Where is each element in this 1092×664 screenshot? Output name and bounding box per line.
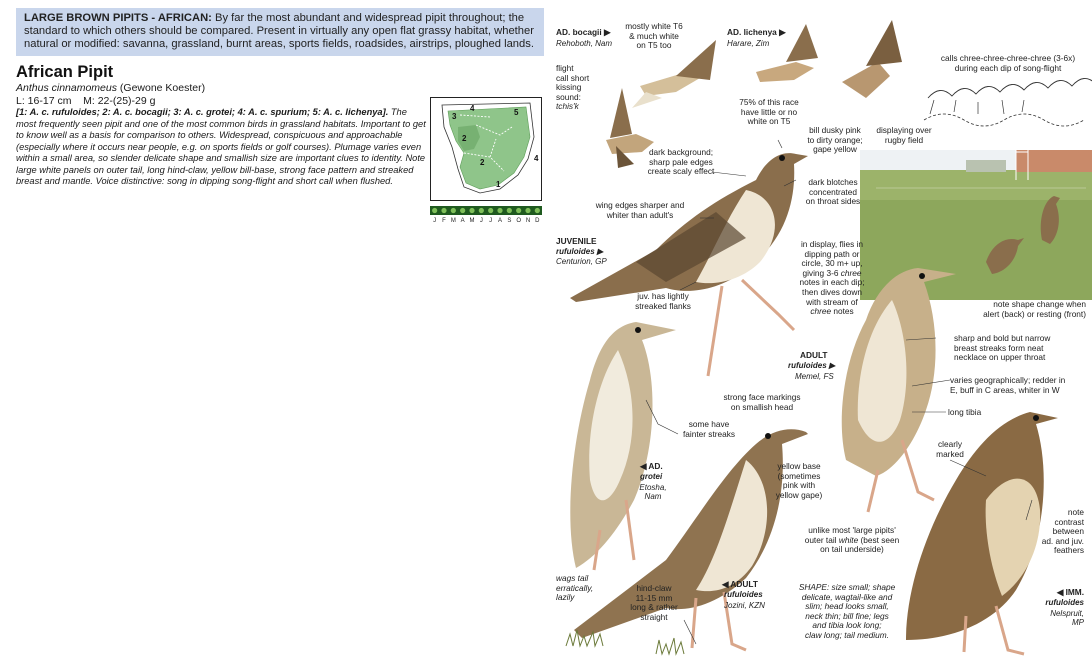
- species-title: African Pipit: [16, 63, 114, 81]
- distribution-map: [430, 97, 542, 201]
- month-letter: A: [497, 218, 503, 224]
- label-lichenya-locality: Harare, Zim: [727, 39, 770, 48]
- month-letter: S: [507, 218, 512, 224]
- month-dot: [516, 208, 521, 213]
- map-region-label: 4: [470, 104, 475, 113]
- month-letter: J: [489, 218, 493, 224]
- group-header: [16, 8, 544, 56]
- month-letter: F: [442, 218, 446, 224]
- month-dot: [441, 208, 446, 213]
- map-region-label: 1: [496, 180, 501, 189]
- label-bocagii-locality: Rehoboth, Nam: [556, 39, 613, 48]
- grotei-title: AD.: [648, 461, 663, 471]
- label-adult-jozini-sub: rufuloides: [724, 590, 763, 599]
- label-adult-jozini-title: ◀ ADULT: [722, 579, 758, 589]
- note-juv-flanks: juv. has lightly streaked flanks: [635, 291, 691, 311]
- note-varies: varies geographically; redder in E, buff in C areas, whiter in W: [950, 375, 1066, 395]
- subspecies-list: [1: A. c. rufuloides; 2: A. c. bocagii; 3: A. c. grotei; 4: A. c. spurium; 5: A. c. lichenya].: [16, 107, 389, 117]
- map-region-label: 2: [480, 158, 485, 167]
- map-region-label: 5: [514, 108, 519, 117]
- month-letter: J: [479, 218, 483, 224]
- month-dot: [525, 208, 530, 213]
- note-breast-streaks: sharp and bold but narrow breast streaks form neat necklace on upper throat: [954, 333, 1051, 363]
- description-text: The most frequently seen pipit and one of the most common birds in grassland habitats. Important to get to know well as a basis for comparison to others. Widespread, conspicuous and approachable (especially where it occurs near people, e.g. on sports fields or golf courses). Plumage varies even within a small area, so slender delicate shape and smallish size are important clues to identity. Note large white panels on outer tail, long hind-claw, yellow bill-base, strong face pattern and streaked breast and mantle. Voice distinctive: song in dipping song-flight and short call when flushed.: [16, 107, 426, 186]
- label-imm-sub: rufuloides: [1045, 598, 1084, 607]
- label-adult-title: ADULT: [800, 350, 828, 360]
- label-grotei-locality: Etosha, Nam: [639, 483, 667, 502]
- local-name: (Gewone Koester): [116, 82, 206, 94]
- label-grotei-sub: grotei: [640, 472, 663, 481]
- label-juvenile-locality: Centurion, GP: [556, 257, 607, 266]
- note-outer-tail: unlike most 'large pipits' outer tail white (best seen on tail underside): [804, 525, 900, 555]
- bird-flight-lichenya-2: [842, 20, 902, 98]
- note-tail-contrast: note contrast between ad. and juv. feathers: [1041, 507, 1084, 556]
- note-face-markings: strong face markings on smallish head: [723, 392, 801, 412]
- month-dot: [488, 208, 493, 213]
- note-bill-dusky: bill dusky pink to dirty orange; gape yellow: [807, 125, 863, 155]
- note-shape-change: note shape change when alert (back) or resting (front): [983, 299, 1086, 319]
- scientific-name: Anthus cinnamomeus: [16, 82, 117, 94]
- month-dot: [479, 208, 484, 213]
- song-flight-path: [928, 78, 1092, 98]
- note-hind-claw: hind-claw 11-15 mm long & rather straight: [630, 583, 678, 622]
- note-long-tibia: long tibia: [948, 407, 982, 417]
- note-calls-song: calls chree-chree-chree-chree (3-6x) during each dip of song-flight: [940, 53, 1076, 73]
- bird-grotei: [570, 322, 676, 570]
- bocagii-title: AD. bocagii: [556, 27, 602, 37]
- note-displaying: displaying over rugby field: [876, 125, 932, 145]
- label-adult-jozini-locality: Jozini, KZN: [724, 601, 765, 610]
- month-dot: [432, 208, 437, 213]
- month-dot: [460, 208, 465, 213]
- note-seventy-five-percent: 75% of this race have little or no white on T5: [739, 97, 799, 127]
- measurements: [16, 95, 156, 107]
- label-adult-locality: Memel, FS: [795, 372, 834, 381]
- month-dot: [451, 208, 456, 213]
- note-mostly-white: mostly white T6 & much white on T5 too: [625, 21, 683, 51]
- month-dot: [535, 208, 540, 213]
- note-wags-tail: wags tail erratically, lazily: [556, 573, 594, 603]
- note-flight-call: flight call short kissing sound: tchis'k: [556, 63, 590, 112]
- note-clearly-marked: clearly marked: [936, 439, 964, 459]
- adult-sub: rufuloides: [788, 361, 827, 370]
- group-description: By far the most abundant and widespread pipit throughout; the standard to which others should be compared. Present in virtually any open flat grassy habitat, whether natural or modified: savanna, grassland, burnt areas, sports fields, roadsides, airstrips, ploughed lands.: [24, 12, 534, 50]
- scientific-name-line: [16, 82, 205, 94]
- label-imm-locality: Nelspruit, MP: [1050, 609, 1084, 628]
- label-juvenile-title: JUVENILE: [556, 236, 597, 246]
- mass: M: 22-(25)-29 g: [83, 95, 156, 107]
- month-letter: M: [450, 218, 456, 224]
- map-region-label: 2: [462, 134, 467, 143]
- species-description: [16, 107, 426, 188]
- label-lichenya-title: AD. lichenya ▶: [727, 27, 786, 37]
- month-dot: [497, 208, 502, 213]
- illustration-plate: [546, 0, 1092, 664]
- month-letter: N: [525, 218, 531, 224]
- month-dot: [469, 208, 474, 213]
- month-letter: D: [535, 218, 540, 224]
- imm-title: IMM.: [1065, 587, 1084, 597]
- note-fainter: some have fainter streaks: [682, 419, 736, 439]
- month-letter: A: [460, 218, 465, 224]
- lichenya-title: AD. lichenya: [727, 27, 777, 37]
- map-region-label: 3: [452, 112, 457, 121]
- month-letter: M: [469, 218, 475, 224]
- label-imm-title: ◀ IMM.: [1056, 587, 1084, 597]
- label-adult-sub: rufuloides ▶: [788, 361, 836, 370]
- juvenile-sub: rufuloides: [556, 247, 595, 256]
- adult-low-title: ADULT: [730, 579, 758, 589]
- month-letter: O: [516, 218, 522, 224]
- label-bocagii-title: AD. bocagii ▶: [556, 27, 611, 37]
- month-letter: J: [433, 218, 437, 224]
- length: L: 16-17 cm: [16, 95, 72, 107]
- map-region-label: 4: [534, 154, 539, 163]
- note-shape: SHAPE: size small; shape delicate, wagtail-like and slim; head looks small, neck thin; bill fine; legs and tibia look long; claw long; tail medium.: [798, 582, 896, 640]
- label-juvenile-sub: rufuloides ▶: [556, 247, 604, 256]
- note-wing-edges: wing edges sharper and whiter than adult's: [595, 200, 685, 220]
- month-dot: [507, 208, 512, 213]
- note-yellow-base: yellow base (sometimes pink with yellow gape): [775, 461, 823, 500]
- label-grotei-title: ◀ AD.: [640, 461, 663, 471]
- note-dark-blotches: dark blotches concentrated on throat sides: [805, 177, 861, 207]
- month-occurrence-bar: [430, 206, 542, 224]
- note-display-flies: in display, flies in dipping path or circle, 30 m+ up, giving 3-6 chree notes in each dip; then dives down with stream of chree notes: [799, 239, 865, 317]
- note-dark-background: dark background; sharp pale edges create scaly effect: [647, 147, 715, 177]
- group-title: LARGE BROWN PIPITS - AFRICAN:: [24, 12, 212, 24]
